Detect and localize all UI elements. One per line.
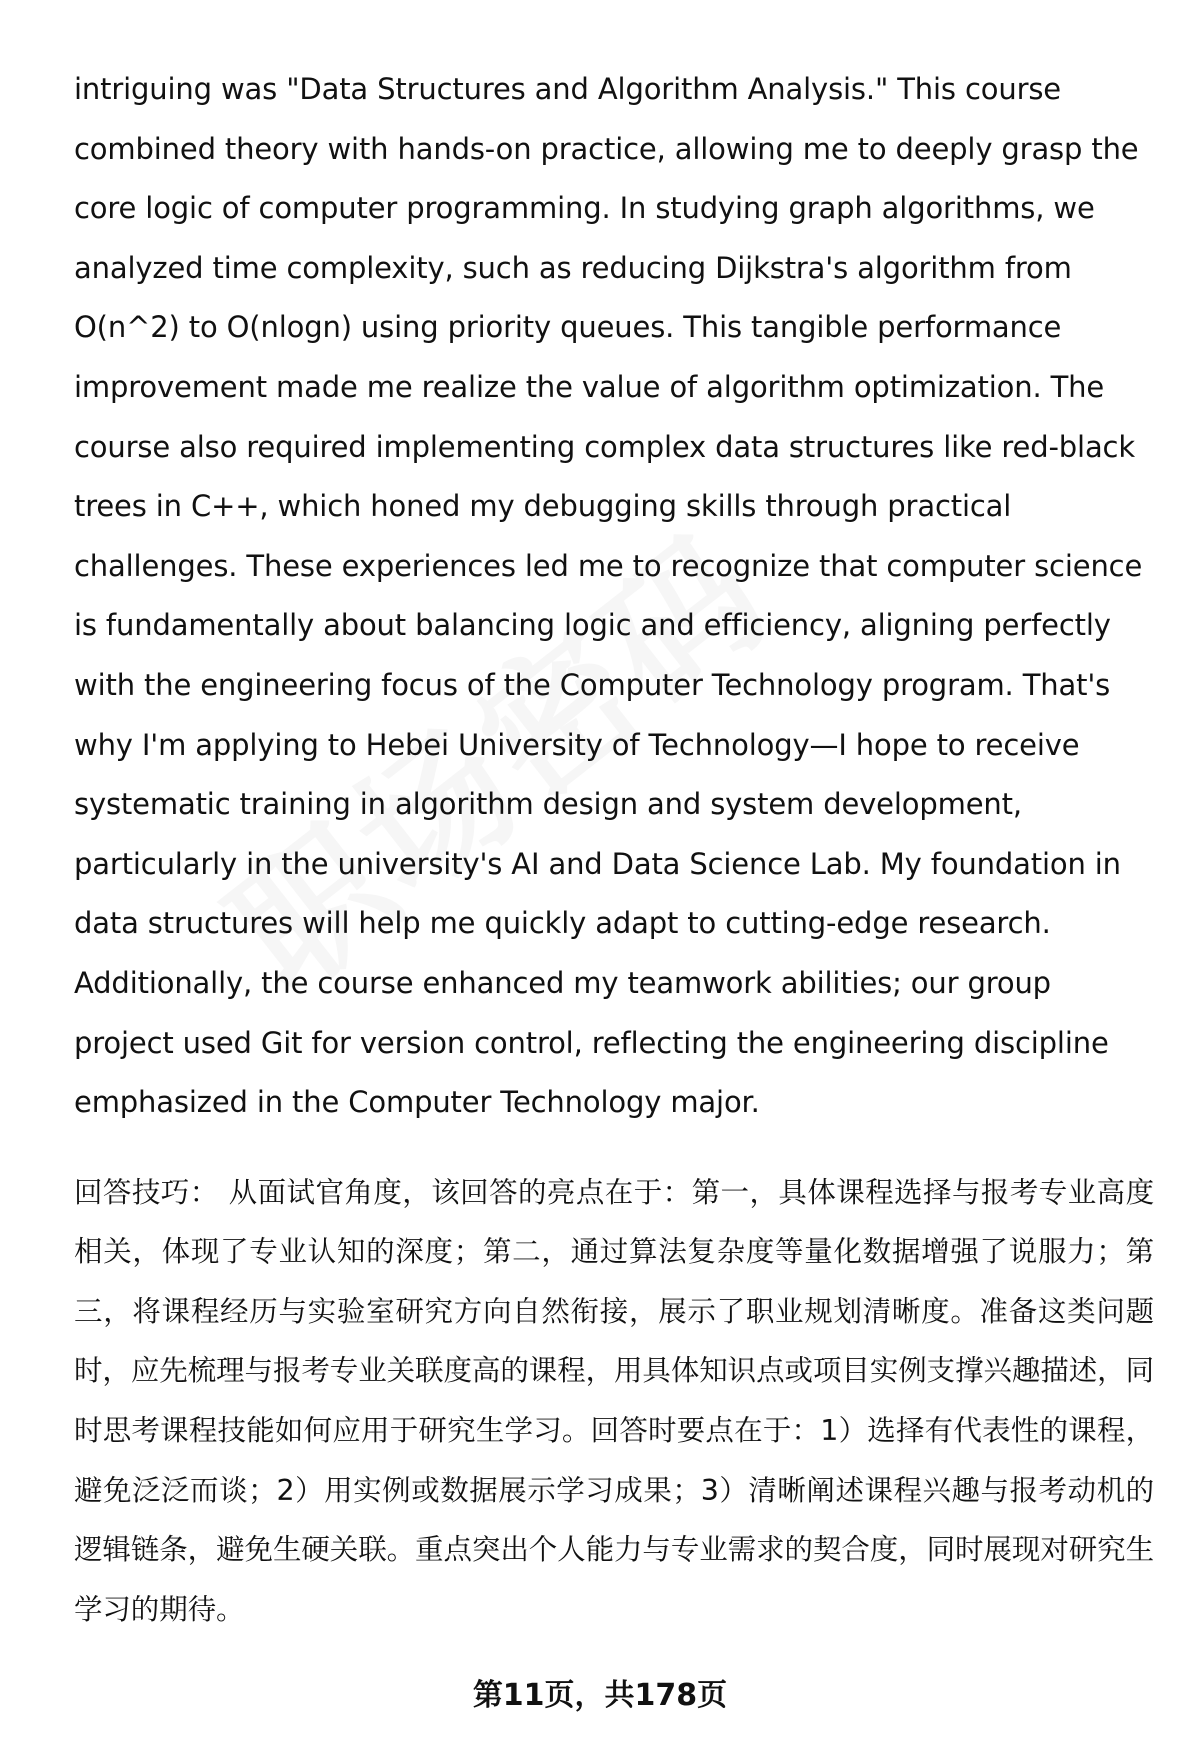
answer-tips-section xyxy=(74,1163,1154,1640)
answer-paragraph: intriguing was "Data Structures and Algorithm Analysis." This course combined theory with hands-on practice, allowing me to deeply grasp the core logic of computer programming. In studying graph algorithms, we analyzed time complexity, such as reducing Dijkstra's algorithm from O(n^2) to O(nlogn) using priority queues. This tangible performance improvement made me realize the value of algorithm optimization. The course also required implementing complex data structures like red-black trees in C++, which honed my debugging skills through practical challenges. These experiences led me to recognize that computer science is fundamentally about balancing logic and efficiency, aligning perfectly with the engineering focus of the Computer Technology program. That's why I'm applying to Hebei University of Technology—I hope to receive systematic training in algorithm design and system development, particularly in the university's AI and Data Science Lab. My foundation in data structures will help me quickly adapt to cutting-edge research. Additionally, the course enhanced my teamwork abilities; our group project used Git for version control, reflecting the engineering discipline emphasized in the Computer Technology major. xyxy=(74,72,1143,1120)
page-number-footer: 第11页，共178页 xyxy=(472,1678,728,1713)
tips-label: 回答技巧： xyxy=(74,1175,219,1209)
document-page xyxy=(74,60,1154,1639)
tips-text: 从面试官角度，该回答的亮点在于：第一，具体课程选择与报考专业高度相关，体现了专业认知的深度；第二，通过算法复杂度等量化数据增强了说服力；第三，将课程经历与实验室研究方向自然衔接，展示了职业规划清晰度。准备这类问题时，应先梳理与报考专业关联度高的课程，用具体知识点或项目实例支撑兴趣描述，同时思考课程技能如何应用于研究生学习。回答时要点在于：1）选择有代表性的课程，避免泛泛而谈；2）用实例或数据展示学习成果；3）清晰阐述课程兴趣与报考动机的逻辑链条，避免生硬关联。重点突出个人能力与专业需求的契合度，同时展现对研究生学习的期待。 xyxy=(74,1175,1154,1626)
